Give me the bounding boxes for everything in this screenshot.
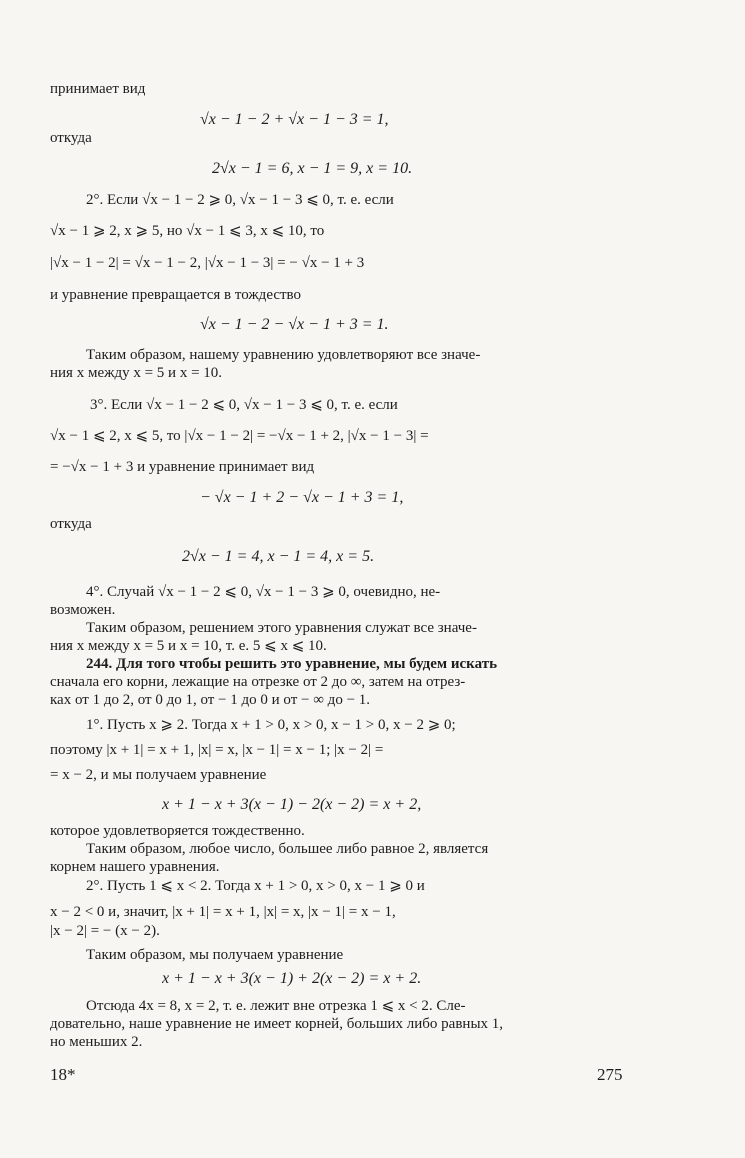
problem-244-line: 244. Для того чтобы решить это уравнение, мы будем искать bbox=[86, 656, 497, 672]
text-line: возможен. bbox=[50, 602, 116, 618]
text-line: √x − 1 ⩽ 2, x ⩽ 5, то |√x − 1 − 2| = −√x − 1 + 2, |√x − 1 − 3| = bbox=[50, 428, 429, 444]
text-line: откуда bbox=[50, 516, 92, 532]
text-line: Таким образом, решением этого уравнения служат все значе- bbox=[86, 620, 477, 636]
text-line: откуда bbox=[50, 130, 92, 146]
text-line: 4°. Случай √x − 1 − 2 ⩽ 0, √x − 1 − 3 ⩾ 0, очевидно, не- bbox=[86, 584, 441, 600]
text-line: ках от 1 до 2, от 0 до 1, от − 1 до 0 и от − ∞ до − 1. bbox=[50, 692, 371, 708]
page-number: 275 bbox=[597, 1065, 623, 1084]
text-line: = −√x − 1 + 3 и уравнение принимает вид bbox=[50, 459, 315, 475]
text-line: корнем нашего уравнения. bbox=[50, 859, 220, 875]
text-line: ния x между x = 5 и x = 10. bbox=[50, 365, 223, 381]
equation-line: x + 1 − x + 3(x − 1) + 2(x − 2) = x + 2. bbox=[162, 970, 422, 987]
text-line: поэтому |x + 1| = x + 1, |x| = x, |x − 1| = x − 1; |x − 2| = bbox=[50, 742, 384, 758]
text-line: Таким образом, нашему уравнению удовлетворяют все значе- bbox=[86, 347, 481, 363]
text-line: но меньших 2. bbox=[50, 1034, 143, 1050]
text-line: Отсюда 4x = 8, x = 2, т. е. лежит вне отрезка 1 ⩽ x < 2. Сле- bbox=[86, 998, 466, 1014]
text-line: и уравнение превращается в тождество bbox=[50, 287, 302, 303]
text-line: √x − 1 ⩾ 2, x ⩾ 5, но √x − 1 ⩽ 3, x ⩽ 10, то bbox=[50, 223, 325, 239]
text-line: довательно, наше уравнение не имеет корней, больших либо равных 1, bbox=[50, 1016, 504, 1032]
text-line: |x − 2| = − (x − 2). bbox=[50, 923, 160, 939]
equation-line: x + 1 − x + 3(x − 1) − 2(x − 2) = x + 2, bbox=[162, 796, 422, 813]
equation-line: − √x − 1 + 2 − √x − 1 + 3 = 1, bbox=[200, 489, 404, 506]
text-line: 2°. Если √x − 1 − 2 ⩾ 0, √x − 1 − 3 ⩽ 0, т. е. если bbox=[86, 192, 394, 208]
equation-line: 2√x − 1 = 4, x − 1 = 4, x = 5. bbox=[182, 548, 375, 565]
text-line: 1°. Пусть x ⩾ 2. Тогда x + 1 > 0, x > 0, x − 1 > 0, x − 2 ⩾ 0; bbox=[86, 717, 456, 733]
equation-line: √x − 1 − 2 − √x − 1 + 3 = 1. bbox=[200, 316, 389, 333]
text-line: 2°. Пусть 1 ⩽ x < 2. Тогда x + 1 > 0, x > 0, x − 1 ⩾ 0 и bbox=[86, 878, 425, 894]
text-line: Таким образом, любое число, большее либо равное 2, является bbox=[86, 841, 489, 857]
text-line: принимает вид bbox=[50, 81, 146, 97]
equation-line: √x − 1 − 2 + √x − 1 − 3 = 1, bbox=[200, 111, 389, 128]
text-line: сначала его корни, лежащие на отрезке от 2 до ∞, затем на отрез- bbox=[50, 674, 466, 690]
text-line: |√x − 1 − 2| = √x − 1 − 2, |√x − 1 − 3| = − √x − 1 + 3 bbox=[50, 255, 365, 271]
equation-line: 2√x − 1 = 6, x − 1 = 9, x = 10. bbox=[212, 160, 413, 177]
text-line: которое удовлетворяется тождественно. bbox=[50, 823, 305, 839]
text-line: Таким образом, мы получаем уравнение bbox=[86, 947, 344, 963]
signature-mark: 18* bbox=[50, 1065, 76, 1084]
text-line: = x − 2, и мы получаем уравнение bbox=[50, 767, 267, 783]
text-line: ния x между x = 5 и x = 10, т. е. 5 ⩽ x ⩽ 10. bbox=[50, 638, 327, 654]
text-line: 3°. Если √x − 1 − 2 ⩽ 0, √x − 1 − 3 ⩽ 0, т. е. если bbox=[90, 397, 398, 413]
text-line: x − 2 < 0 и, значит, |x + 1| = x + 1, |x| = x, |x − 1| = x − 1, bbox=[50, 904, 396, 920]
